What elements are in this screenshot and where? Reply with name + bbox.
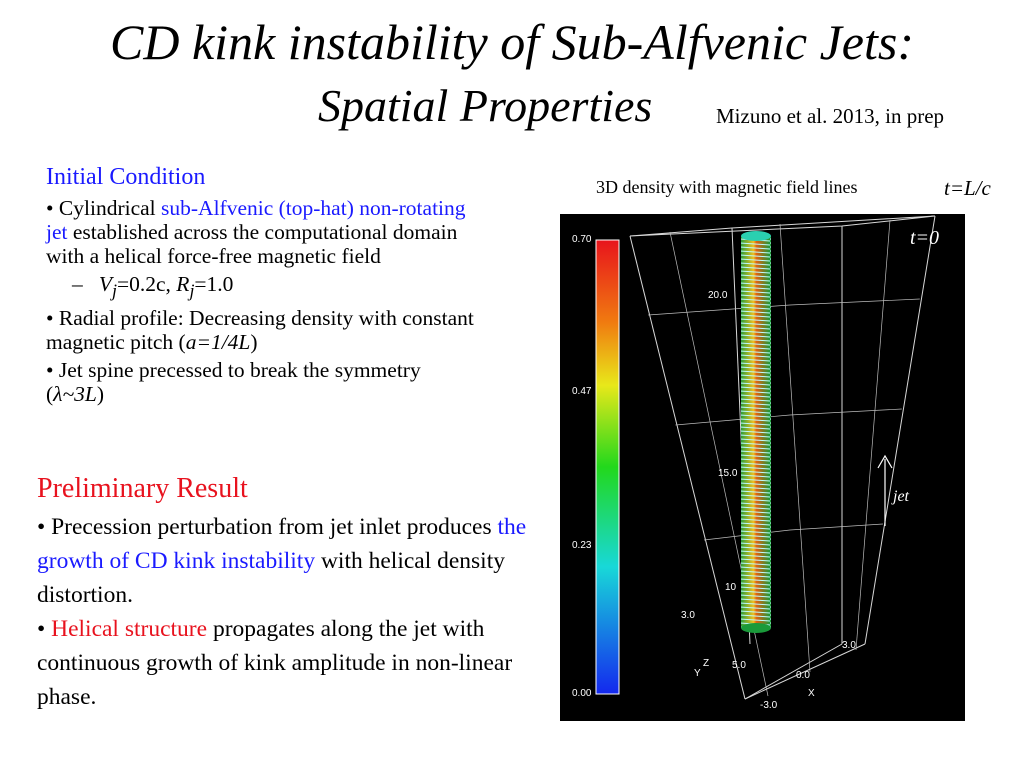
axis-tick-label: 3.0 [681, 610, 695, 621]
grid-line [648, 299, 920, 315]
grid-line [704, 524, 883, 540]
axis-letter-label: Z [703, 658, 710, 669]
axis-tick-label: -3.0 [760, 700, 778, 711]
pr-b1-pre: • Precession perturbation from jet inlet produces [37, 514, 498, 540]
jet-top [741, 231, 771, 241]
axis-tick-label: 0.0 [796, 670, 810, 681]
ic-sub-bullet [46, 272, 476, 302]
colorbar-tick-label: 0.47 [572, 386, 592, 397]
time-label: t=L/c [944, 176, 991, 200]
axis-tick-label: 3.0 [842, 640, 856, 651]
axis-letter-label: Y [694, 668, 701, 679]
pr-b2-pre: • [37, 616, 52, 642]
ic-b2-post: ) [250, 330, 258, 355]
z-tick-label: 10 [725, 582, 737, 593]
jet-label: jet [893, 488, 909, 505]
ic-b1-post: established across the computational domain with a helical force-free magnetic field [46, 220, 458, 268]
ic-b3-pre: • Jet spine precessed to break the symmetry ( [46, 358, 421, 407]
ic-sub-j2: j [189, 280, 195, 301]
pr-bullet-1 [37, 510, 527, 612]
z-tick-label: 15.0 [718, 468, 738, 479]
ic-sub-v: V [98, 272, 113, 296]
colorbar-tick-label: 0.23 [572, 540, 592, 551]
z-axis-ticks [708, 290, 738, 593]
colorbar-tick-label: 0.70 [572, 234, 592, 245]
figure-caption: 3D density with magnetic field lines [596, 177, 858, 197]
colorbar-tick-label: 0.00 [572, 688, 592, 699]
grid-lines [648, 220, 920, 696]
grid-line [780, 224, 810, 672]
ic-b3-math: λ~3L [53, 382, 97, 407]
z-tick-label: 20.0 [708, 290, 728, 301]
initial-condition-heading: Initial Condition [46, 164, 206, 190]
citation: Mizuno et al. 2013, in prep [716, 104, 945, 128]
ic-bullet-1 [46, 196, 476, 268]
pr-b1-post: with helical density distortion. [37, 548, 505, 608]
pr-b2-post: propagates along the jet with continuous growth of kink amplitude in non-linear phase. [37, 616, 513, 710]
pr-bullet-2 [37, 612, 527, 714]
ic-b2-math: a=1/4L [185, 330, 251, 355]
axis-tick-label: 5.0 [732, 660, 746, 671]
pr-b2-highlight: Helical structure [51, 616, 208, 642]
grid-line [856, 220, 890, 650]
colorbar [596, 240, 619, 694]
slide-title-line2: Spatial Properties [318, 80, 653, 131]
ic-bullet-2 [46, 306, 476, 354]
wireframe-box [630, 216, 935, 699]
jet-column [741, 236, 771, 628]
ic-sub-dash: – [72, 272, 83, 296]
slide-title-line1: CD kink instability of Sub-Alfvenic Jets: [110, 14, 914, 70]
ic-b1-highlight: sub-Alfvenic (top-hat) non-rotating jet [46, 196, 466, 244]
pr-b1-highlight: the growth of CD kink instability [37, 514, 527, 574]
time-inset-label: t=0 [910, 227, 940, 249]
ic-sub-r-val: =1.0 [194, 272, 234, 296]
preliminary-result-list [37, 510, 527, 714]
ic-b1-pre: • Cylindrical [46, 196, 162, 220]
initial-condition-list [46, 196, 476, 410]
colorbar-ticks [572, 234, 592, 699]
ic-sub-j1: j [112, 280, 117, 301]
ic-b2-pre: • Radial profile: Decreasing density with constant magnetic pitch ( [46, 306, 474, 355]
preliminary-result-heading: Preliminary Result [37, 473, 248, 504]
simulation-render [560, 214, 965, 721]
ic-sub-v-val: =0.2c, [117, 272, 177, 296]
jet-base [741, 623, 771, 633]
ic-b3-post: ) [96, 382, 104, 407]
axis-letter-label: X [808, 688, 815, 699]
ic-sub-r: R [176, 272, 190, 296]
simulation-figure [560, 214, 965, 721]
ic-bullet-3 [46, 358, 476, 406]
